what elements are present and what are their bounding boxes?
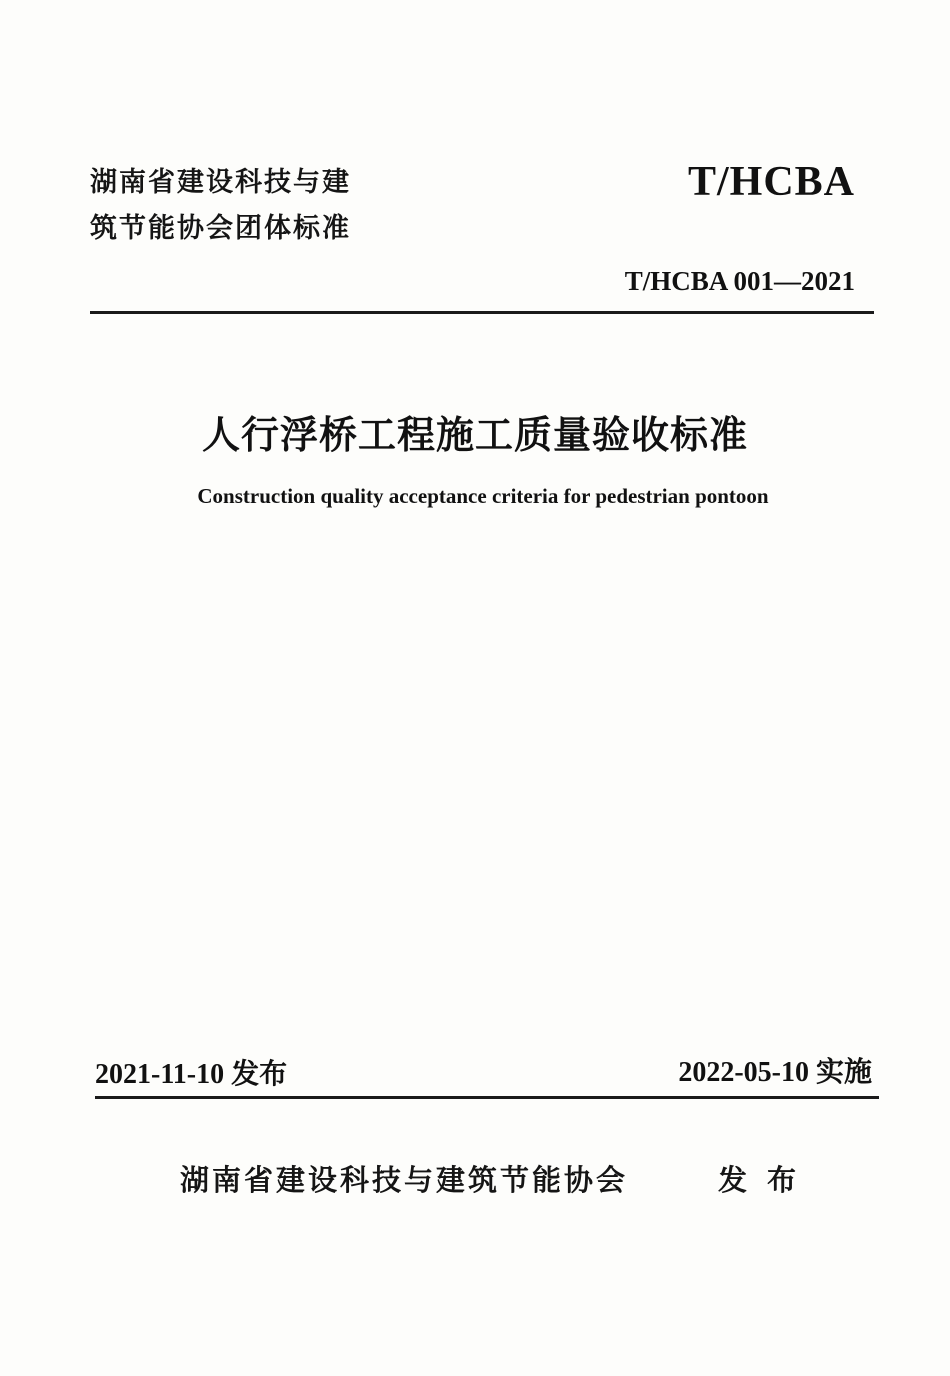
issuer-line-2: 筑节能协会团体标准 [90, 213, 351, 244]
bottom-divider [95, 1096, 879, 1099]
implementation-date: 2022-05-10 实施 [678, 1057, 872, 1088]
standard-number: T/HCBA 001—2021 [624, 266, 855, 296]
publisher-name: 湖南省建设科技与建筑节能协会 [180, 1163, 629, 1197]
top-divider [90, 311, 874, 314]
issuer-heading [90, 160, 351, 252]
publish-label: 发布 [718, 1163, 817, 1197]
standard-code: T/HCBA [687, 159, 855, 205]
issue-date: 2021-11-10 发布 [95, 1059, 288, 1090]
title-english: Construction quality acceptance criteria for pedestrian pontoon [197, 484, 769, 508]
issuer-line-1: 湖南省建设科技与建 [90, 167, 351, 198]
title-chinese: 人行浮桥工程施工质量验收标准 [201, 412, 748, 457]
